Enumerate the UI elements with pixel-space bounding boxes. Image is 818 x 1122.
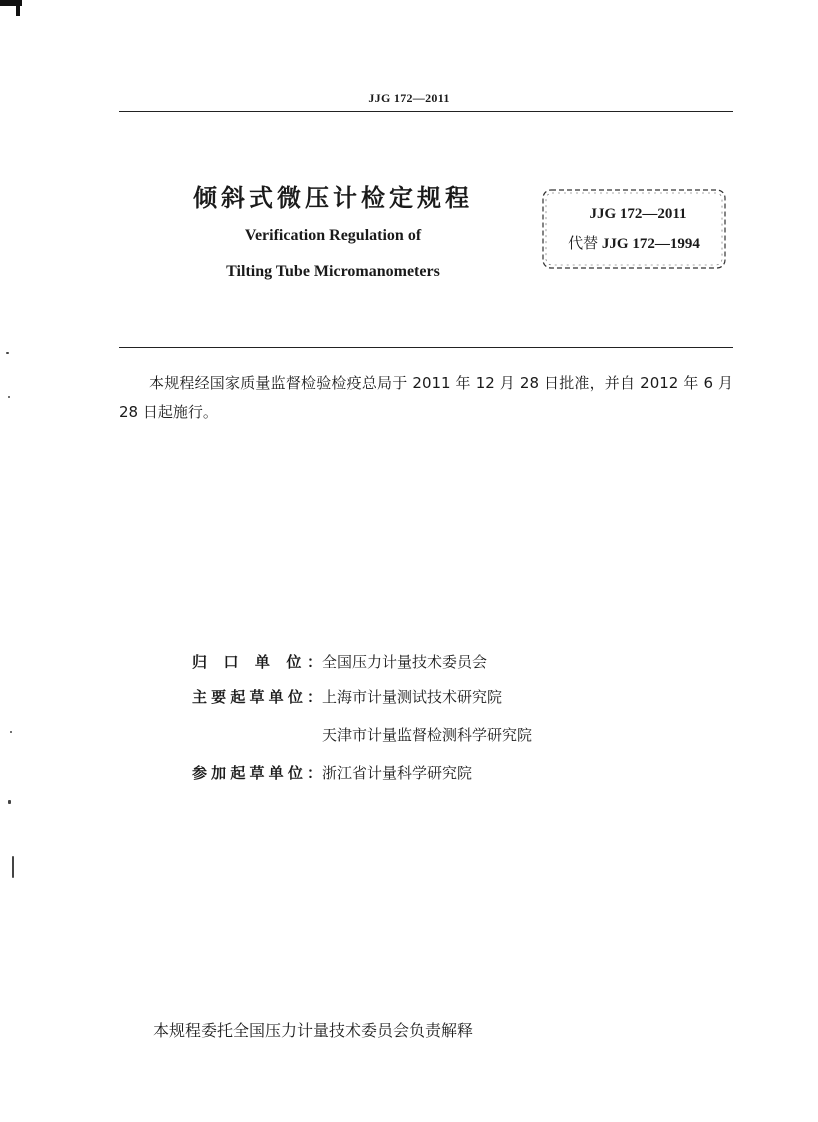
- org-label: 主要起草单位：: [192, 688, 322, 706]
- org-row-centralized-unit: [192, 651, 487, 675]
- org-label: 参加起草单位：: [192, 764, 322, 782]
- org-value: 浙江省计量科学研究院: [322, 764, 473, 782]
- title-english-line2: Tilting Tube Micromanometers: [226, 263, 440, 280]
- standard-code: JJG 172—2011: [589, 206, 687, 222]
- org-row-main-drafter-2: [192, 724, 532, 748]
- title-chinese: 倾斜式微压计检定规程: [193, 184, 473, 212]
- scan-speck: [8, 396, 10, 398]
- scan-speck: [8, 800, 11, 804]
- org-row-participating-drafter: [192, 762, 472, 786]
- replaces-prefix: 代替: [568, 234, 599, 252]
- org-value: 上海市计量测试技术研究院: [322, 688, 503, 706]
- title-bottom-rule: [119, 347, 733, 348]
- replaced-code: JJG 172—1994: [601, 236, 700, 252]
- decorative-border: [541, 188, 727, 270]
- approval-statement: [119, 369, 733, 427]
- scan-corner-mark: [0, 0, 22, 6]
- org-label: 归 口 单 位：: [192, 653, 322, 671]
- scan-speck: [12, 856, 14, 878]
- org-value: 全国压力计量技术委员会: [322, 653, 488, 671]
- approval-text: 本规程经国家质量监督检验检疫总局于 2011 年 12 月 28 日批准，并自 2012 年 6 月 28 日起施行。: [119, 374, 733, 421]
- header-rule: [119, 111, 733, 112]
- interpretation-note: 本规程委托全国压力计量技术委员会负责解释: [153, 1021, 474, 1040]
- org-value: 天津市计量监督检测科学研究院: [322, 726, 533, 744]
- standard-code-box: [541, 188, 727, 270]
- running-head: JJG 172—2011: [368, 91, 450, 105]
- scan-speck: [6, 352, 9, 354]
- replaces-line: [541, 232, 727, 253]
- title-english-line1: Verification Regulation of: [244, 227, 422, 244]
- scan-speck: [10, 731, 12, 733]
- org-row-main-drafter: [192, 686, 502, 710]
